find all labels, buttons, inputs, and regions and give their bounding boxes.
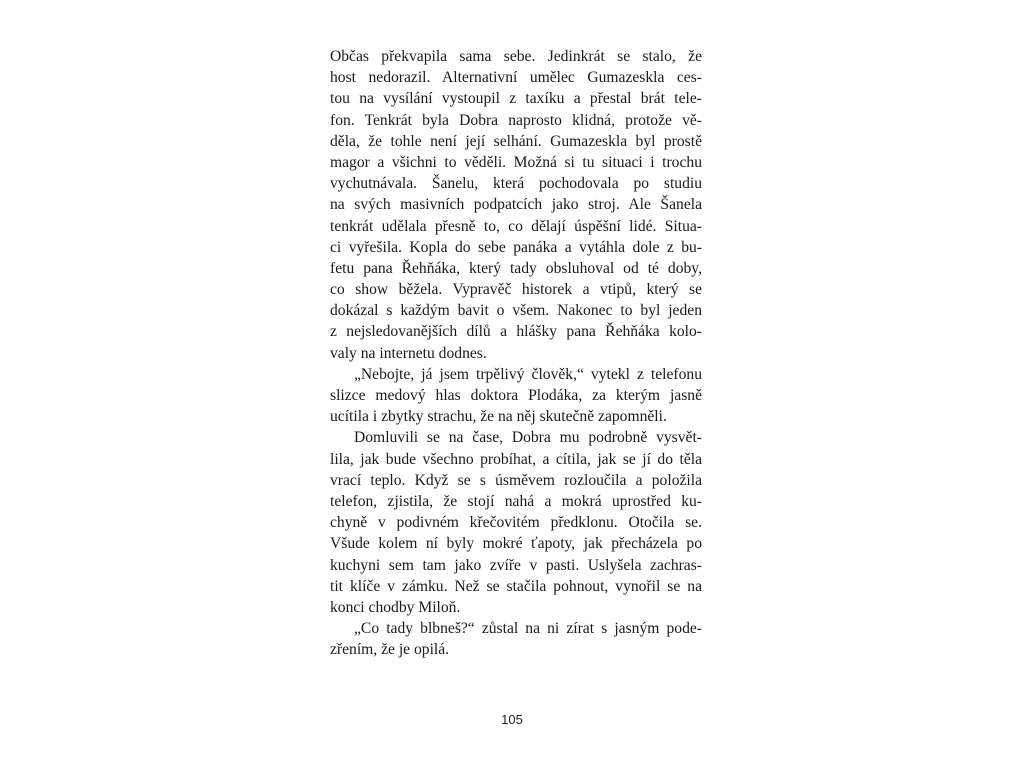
text-line: z nejsledovanějších dílů a hlášky pana Řehňáka kolo-: [330, 323, 702, 341]
text-line: děla, že tohle není její selhání. Gumazeskla byl prostě: [330, 132, 702, 150]
text-line: telefon, zjistila, že stojí nahá a mokrá uprostřed ku-: [330, 492, 702, 510]
text-line: „Nebojte, já jsem trpělivý člověk,“ vytekl z telefonu: [354, 365, 702, 383]
text-line: ucítila i zbytky strachu, že na něj skutečně zapomněli.: [330, 408, 667, 426]
text-line: fetu pana Řehňáka, který tady obsluhoval od té doby,: [330, 259, 702, 277]
text-line: slizce medový hlas doktora Plodáka, za kterým jasně: [330, 387, 702, 404]
text-line: konci chodby Miloň.: [330, 598, 461, 616]
text-line: kuchyni sem tam jako zvíře v pasti. Uslyšela zachras-: [330, 556, 702, 574]
text-line: fon. Tenkrát byla Dobra naprosto klidná, protože vě-: [330, 111, 702, 129]
text-line: tit klíče v zámku. Než se stačila pohnout, vynořil se na: [330, 577, 702, 595]
body-text: [330, 46, 702, 660]
text-line: Domluvili se na čase, Dobra mu podrobně vysvět-: [354, 429, 702, 447]
page-number: 105: [501, 712, 523, 727]
text-line: na svých masivních podpatcích jako stroj. Ale Šanela: [330, 196, 702, 214]
text-line: „Co tady blbneš?“ zůstal na ni zírat s jasným pode-: [354, 620, 702, 638]
text-line: ci vyřešila. Kopla do sebe panáka a vytáhla dole z bu-: [330, 238, 702, 256]
text-line: Občas překvapila sama sebe. Jedinkrát se stalo, že: [330, 48, 702, 65]
text-line: Všude kolem ní byly mokré ťapoty, jak přecházela po: [330, 535, 702, 553]
text-line: tou na vysílání vystoupil z taxíku a přestal brát tele-: [330, 90, 702, 108]
text-line: chyně v podivném křečovitém předklonu. Otočila se.: [330, 514, 702, 532]
text-line: vrací teplo. Když se s úsměvem rozloučila a položila: [330, 471, 702, 489]
text-line: lila, jak bude všechno probíhat, a cítila, jak se jí do těla: [330, 450, 702, 468]
text-line: host nedorazil. Alternativní umělec Gumazeskla ces-: [330, 69, 702, 87]
text-line: zřením, že je opilá.: [330, 641, 450, 659]
text-line: magor a všichni to věděli. Možná si tu situaci i trochu: [330, 153, 702, 171]
text-line: dokázal s každým bavit o všem. Nakonec to byl jeden: [330, 302, 702, 320]
text-line: vychutnávala. Šanelu, která pochodovala po studiu: [330, 175, 702, 193]
text-line: co show běžela. Vypravěč historek a vtipů, který se: [330, 281, 702, 299]
text-line: tenkrát udělala přesně to, co dělají úspěšní lidé. Situa-: [330, 217, 702, 235]
text-line: valy na internetu dodnes.: [330, 344, 487, 362]
